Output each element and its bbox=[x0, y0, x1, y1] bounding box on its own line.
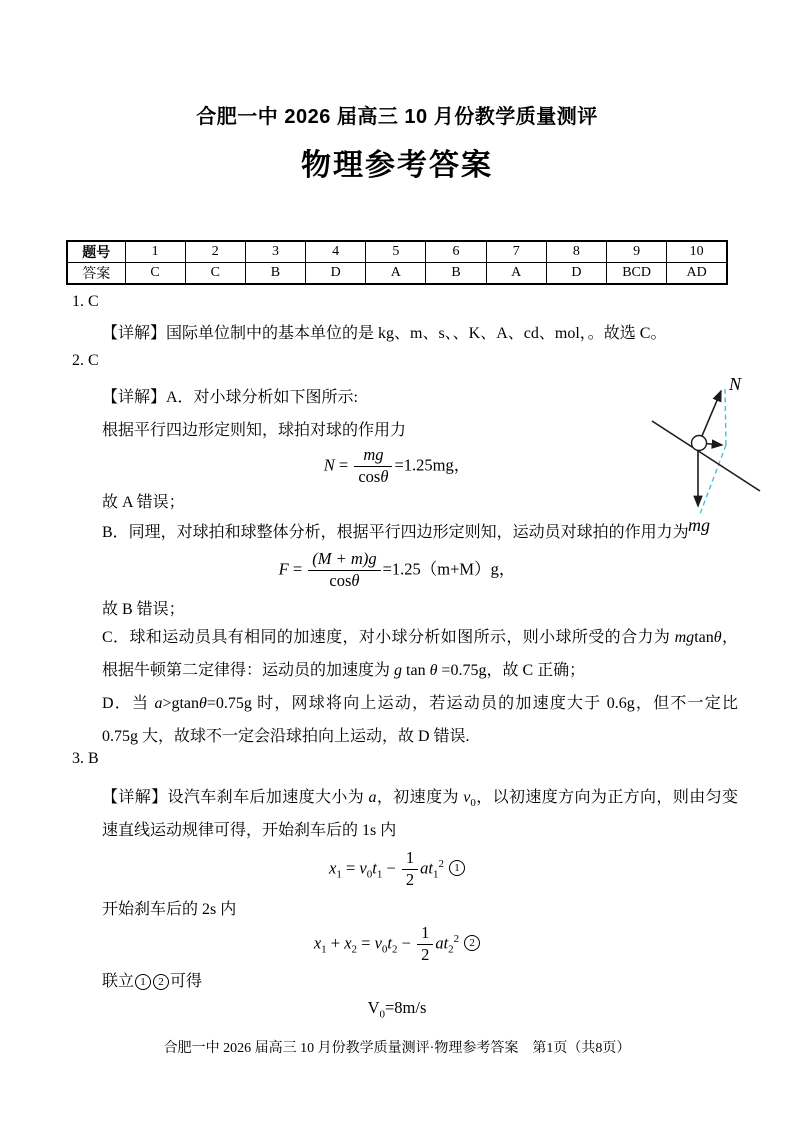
variable: V bbox=[367, 998, 380, 1017]
fraction-numerator: 1 bbox=[421, 923, 430, 942]
formula-player-force bbox=[0, 550, 794, 591]
minus-sign: − bbox=[382, 858, 400, 878]
table-cell: B bbox=[426, 263, 486, 285]
formula-equation-1 bbox=[0, 849, 794, 890]
fraction bbox=[308, 550, 380, 591]
variable: a bbox=[154, 695, 163, 712]
variable: x bbox=[329, 858, 337, 878]
question-3-explanation bbox=[102, 781, 738, 847]
question-1-answer: 1. C bbox=[72, 293, 99, 310]
table-cell: AD bbox=[667, 263, 727, 285]
table-cell: C bbox=[125, 263, 185, 285]
question-2-option-a-verdict: 故 A 错误； bbox=[102, 494, 185, 511]
normal-force-label: N bbox=[729, 374, 742, 394]
table-cell: C bbox=[185, 263, 245, 285]
fraction-denominator: 2 bbox=[417, 944, 433, 965]
variable: v bbox=[374, 933, 382, 953]
question-2-option-c-paragraph bbox=[102, 621, 738, 687]
table-cell: 3 bbox=[245, 241, 305, 263]
variable: at bbox=[420, 858, 433, 878]
text-run: D．当 bbox=[102, 695, 155, 712]
fraction-denominator: 2 bbox=[402, 869, 418, 890]
circled-number-2: 2 bbox=[464, 935, 480, 951]
table-header-answer: 答案 bbox=[67, 263, 125, 285]
minus-sign: − bbox=[397, 933, 416, 953]
answer-table bbox=[66, 240, 728, 285]
subscript: 0 bbox=[379, 1008, 385, 1021]
question-3-conclusion-line bbox=[102, 968, 202, 991]
question-2-option-d-paragraph bbox=[102, 687, 738, 753]
subscript: 1 bbox=[336, 868, 342, 881]
variable: t bbox=[372, 858, 377, 878]
subscript: 0 bbox=[381, 943, 388, 956]
page-footer: 合肥一中 2026 届高三 10 月份教学质量测评·物理参考答案 第1页（共8页） bbox=[163, 1041, 631, 1056]
formula-result: =1.25mg， bbox=[394, 455, 471, 475]
fraction-denominator-var: θ bbox=[380, 466, 389, 486]
equals-sign: = bbox=[341, 858, 360, 878]
question-3-mid-line: 开始刹车后的 2s 内 bbox=[102, 901, 237, 918]
subscript: 2 bbox=[448, 943, 454, 956]
formula-equation-2 bbox=[0, 924, 794, 965]
table-row-answers bbox=[67, 263, 727, 285]
variable: t bbox=[387, 933, 393, 953]
text-run: =0.75g 时，网球将向上运动，若运动员的加速度大于 0.6g，但不一定比 0.75g 大，故球不一定会沿球拍向上运动，故 D 错误. bbox=[102, 695, 738, 745]
variable: x bbox=[313, 933, 322, 953]
table-header-question: 题号 bbox=[67, 241, 125, 263]
table-cell: 10 bbox=[667, 241, 727, 263]
table-cell: B bbox=[245, 263, 305, 285]
text-run: 可得 bbox=[170, 973, 203, 990]
table-cell: A bbox=[366, 263, 426, 285]
normal-force-arrow bbox=[699, 391, 721, 443]
text-run: >gtan bbox=[162, 695, 200, 712]
fraction-denominator-fn: cos bbox=[329, 570, 352, 590]
fraction-denominator-var: θ bbox=[351, 570, 360, 590]
text-run: ，初速度为 bbox=[376, 789, 464, 806]
text-run: C．球和运动员具有相同的加速度，对小球分析如图所示，则小球所受的合力为 bbox=[102, 629, 675, 646]
fraction bbox=[354, 446, 392, 487]
fraction-numerator: mg bbox=[363, 445, 384, 464]
formula-result: =1.25（m+M）g， bbox=[382, 559, 516, 579]
variable: θ bbox=[199, 695, 207, 712]
text-run: ，根据牛顿第二定律得：运动员的加速度为 bbox=[102, 629, 738, 679]
circled-number-2: 2 bbox=[153, 974, 169, 990]
formula-lhs: F bbox=[278, 559, 289, 579]
question-2-answer: 2. C bbox=[72, 352, 99, 369]
table-cell: 7 bbox=[486, 241, 546, 263]
subscript: 1 bbox=[321, 943, 327, 956]
document-title: 合肥一中 2026 届高三 10 月份教学质量测评 bbox=[196, 106, 598, 128]
circled-number-1: 1 bbox=[135, 974, 151, 990]
text-run: 【详解】设汽车刹车后加速度大小为 bbox=[102, 789, 369, 806]
superscript: 2 bbox=[453, 932, 460, 945]
function-name: tan bbox=[402, 662, 430, 679]
variable: a bbox=[368, 789, 377, 806]
table-cell: 9 bbox=[607, 241, 667, 263]
table-cell: BCD bbox=[607, 263, 667, 285]
text-run: 联立 bbox=[102, 973, 135, 990]
question-2-option-a-line2: 根据平行四边形定则知，球拍对球的作用力 bbox=[102, 422, 407, 439]
circled-number-1: 1 bbox=[449, 860, 465, 876]
table-cell: D bbox=[306, 263, 366, 285]
variable: v bbox=[359, 858, 367, 878]
equals-sign: = bbox=[288, 559, 307, 579]
variable: at bbox=[435, 933, 449, 953]
text-run: =0.75g，故 C 正确； bbox=[437, 662, 586, 679]
fraction bbox=[402, 849, 418, 890]
gravity-label: mg bbox=[688, 515, 710, 535]
formula-lhs: N bbox=[323, 455, 335, 475]
fraction-numerator: 1 bbox=[405, 848, 415, 867]
equals-sign: = bbox=[334, 455, 353, 475]
superscript: 2 bbox=[438, 857, 444, 870]
variable: v bbox=[463, 789, 471, 806]
table-cell: 1 bbox=[125, 241, 185, 263]
force-diagram bbox=[630, 368, 794, 540]
variable: θ bbox=[713, 629, 722, 646]
question-1-explanation: 【详解】国际单位制中的基本单位的是 kg、m、s、、K、A、cd、mol，。故选 C。 bbox=[102, 325, 667, 342]
variable: g bbox=[394, 662, 403, 679]
fraction-numerator: (M + m)g bbox=[312, 549, 377, 568]
plus-sign: + bbox=[326, 933, 345, 953]
variable: mg bbox=[674, 629, 695, 646]
variable: θ bbox=[429, 662, 438, 679]
table-cell: D bbox=[546, 263, 606, 285]
text-run: ，以初速度方向为正方向，则由匀变速直线运动规律可得，开始刹车后的 1s 内 bbox=[102, 789, 738, 839]
result-line bbox=[0, 998, 794, 1021]
racket-line bbox=[652, 421, 760, 491]
result-value: =8m/s bbox=[385, 998, 427, 1017]
question-2-option-b-line: B．同理，对球拍和球整体分析，根据平行四边形定则知，运动员对球拍的作用力为 bbox=[102, 524, 689, 541]
table-cell: 5 bbox=[366, 241, 426, 263]
parallelogram-dashed-line-1 bbox=[725, 389, 726, 445]
subscript: 2 bbox=[351, 943, 358, 956]
function-name: tan bbox=[694, 629, 714, 646]
ball-circle bbox=[692, 436, 707, 451]
table-cell: A bbox=[486, 263, 546, 285]
variable: x bbox=[344, 933, 352, 953]
document-subtitle: 物理参考答案 bbox=[301, 149, 493, 182]
fraction bbox=[417, 924, 433, 965]
subscript: 1 bbox=[376, 868, 383, 881]
subscript: 1 bbox=[432, 868, 439, 881]
subscript: 0 bbox=[366, 868, 373, 881]
equals-sign: = bbox=[357, 933, 375, 953]
fraction-denominator-fn: cos bbox=[358, 466, 381, 486]
table-cell: 6 bbox=[426, 241, 486, 263]
subscript: 2 bbox=[392, 943, 398, 956]
table-cell: 2 bbox=[185, 241, 245, 263]
table-cell: 8 bbox=[546, 241, 606, 263]
table-row-question-numbers bbox=[67, 241, 727, 263]
subscript: 0 bbox=[470, 797, 476, 810]
question-3-answer: 3. B bbox=[72, 750, 99, 767]
question-2-option-b-verdict: 故 B 错误； bbox=[102, 601, 185, 618]
table-cell: 4 bbox=[306, 241, 366, 263]
question-2-option-a-line1: 【详解】A．对小球分析如下图所示: bbox=[102, 389, 359, 406]
